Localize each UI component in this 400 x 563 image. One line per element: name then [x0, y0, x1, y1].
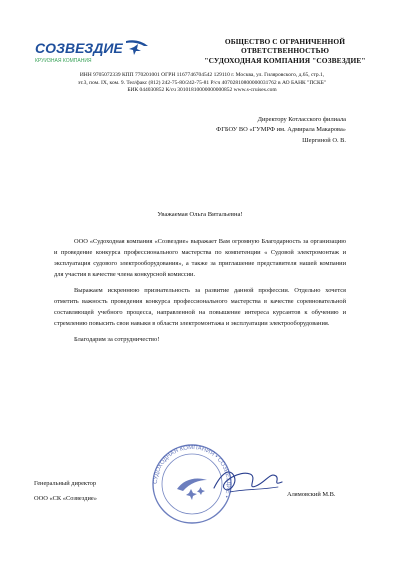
signatory-position: Генеральный директор	[34, 480, 97, 487]
greeting: Уважаемая Ольга Витальевна!	[157, 211, 243, 218]
addressee-line3: Шергиной О. В.	[302, 136, 346, 144]
addressee-line2: ФГБОУ ВО «ГУМРФ им. Адмирала Макарова»	[216, 126, 346, 134]
company-logo	[34, 38, 152, 66]
signatory-name: Алямовский М.В.	[287, 491, 336, 498]
signatory-block	[34, 476, 97, 506]
stamp-swoosh-icon	[177, 478, 207, 491]
stamp-star-small-icon	[197, 487, 205, 495]
stamp-star-icon	[186, 489, 197, 500]
body-paragraph-2: Выражаем искреннюю признательность за развитие данной профессии. Отдельно хочется отметить важность проведения конкурса профессионального мастерства в качестве соревновательной составляющей учебного процесса, направленной на повышение интереса курсантов к обучению и стремлению повысить свои навыки в области электромонтажа и эксплуатации электрооборудования.	[54, 287, 346, 327]
addressee-line1: Директору Котласского филиала	[257, 116, 346, 123]
logo-star-icon	[129, 44, 141, 55]
logo-wordmark: СОЗВЕЗДИЕ	[35, 40, 123, 56]
company-title-line3: "СУДОХОДНАЯ КОМПАНИЯ "СОЗВЕЗДИЕ"	[204, 55, 366, 65]
body-paragraph-1: ООО «Судоходная компания «Созвездие» выражает Вам огромную Благодарность за организацию и проведение конкурса профессионального мастерства по компетенции « Судовой электромонтаж и эксплуатация судового электрооборудования», а также за приглашение представителя нашей компании для участия в качестве члена конкурсной комиссии.	[54, 238, 346, 278]
company-title-line1: ОБЩЕСТВО С ОГРАНИЧЕННОЙ	[224, 37, 346, 46]
body-paragraph-3: Благодарим за сотрудничество!	[74, 336, 160, 344]
requisites-line3: БИК 044030852 К/сч 30101810000000000852 www.s-cruises.com	[127, 87, 277, 94]
signatory-org: ООО «СК «Созвездие»	[34, 495, 97, 502]
company-requisites	[22, 72, 382, 95]
letter-body	[54, 237, 346, 351]
requisites-line1: ИНН 9705072339 КПП 770201001 ОГРН 1167746704542 129110 г. Москва, ул. Гиляровского, д.65, стр.1,	[79, 72, 325, 78]
requisites-line2: эт.3, пом. IX, ком. 9. Тел/факс (812) 242-75-80/242-75-81 Р/сч 40702810800000031762 в АО БАНК "ПСКБ"	[77, 79, 327, 86]
company-title-line2: ОТВЕТСТВЕННОСТЬЮ	[240, 46, 329, 56]
logo-subtext: КРУИЗНАЯ КОМПАНИЯ	[35, 58, 92, 64]
addressee-block	[146, 115, 346, 146]
stamp-text: СУДОХОДНАЯ КОМПАНИЯ • СОЗВЕЗДИЕ •	[152, 444, 232, 499]
handwritten-signature	[210, 462, 290, 500]
company-title	[180, 37, 390, 65]
